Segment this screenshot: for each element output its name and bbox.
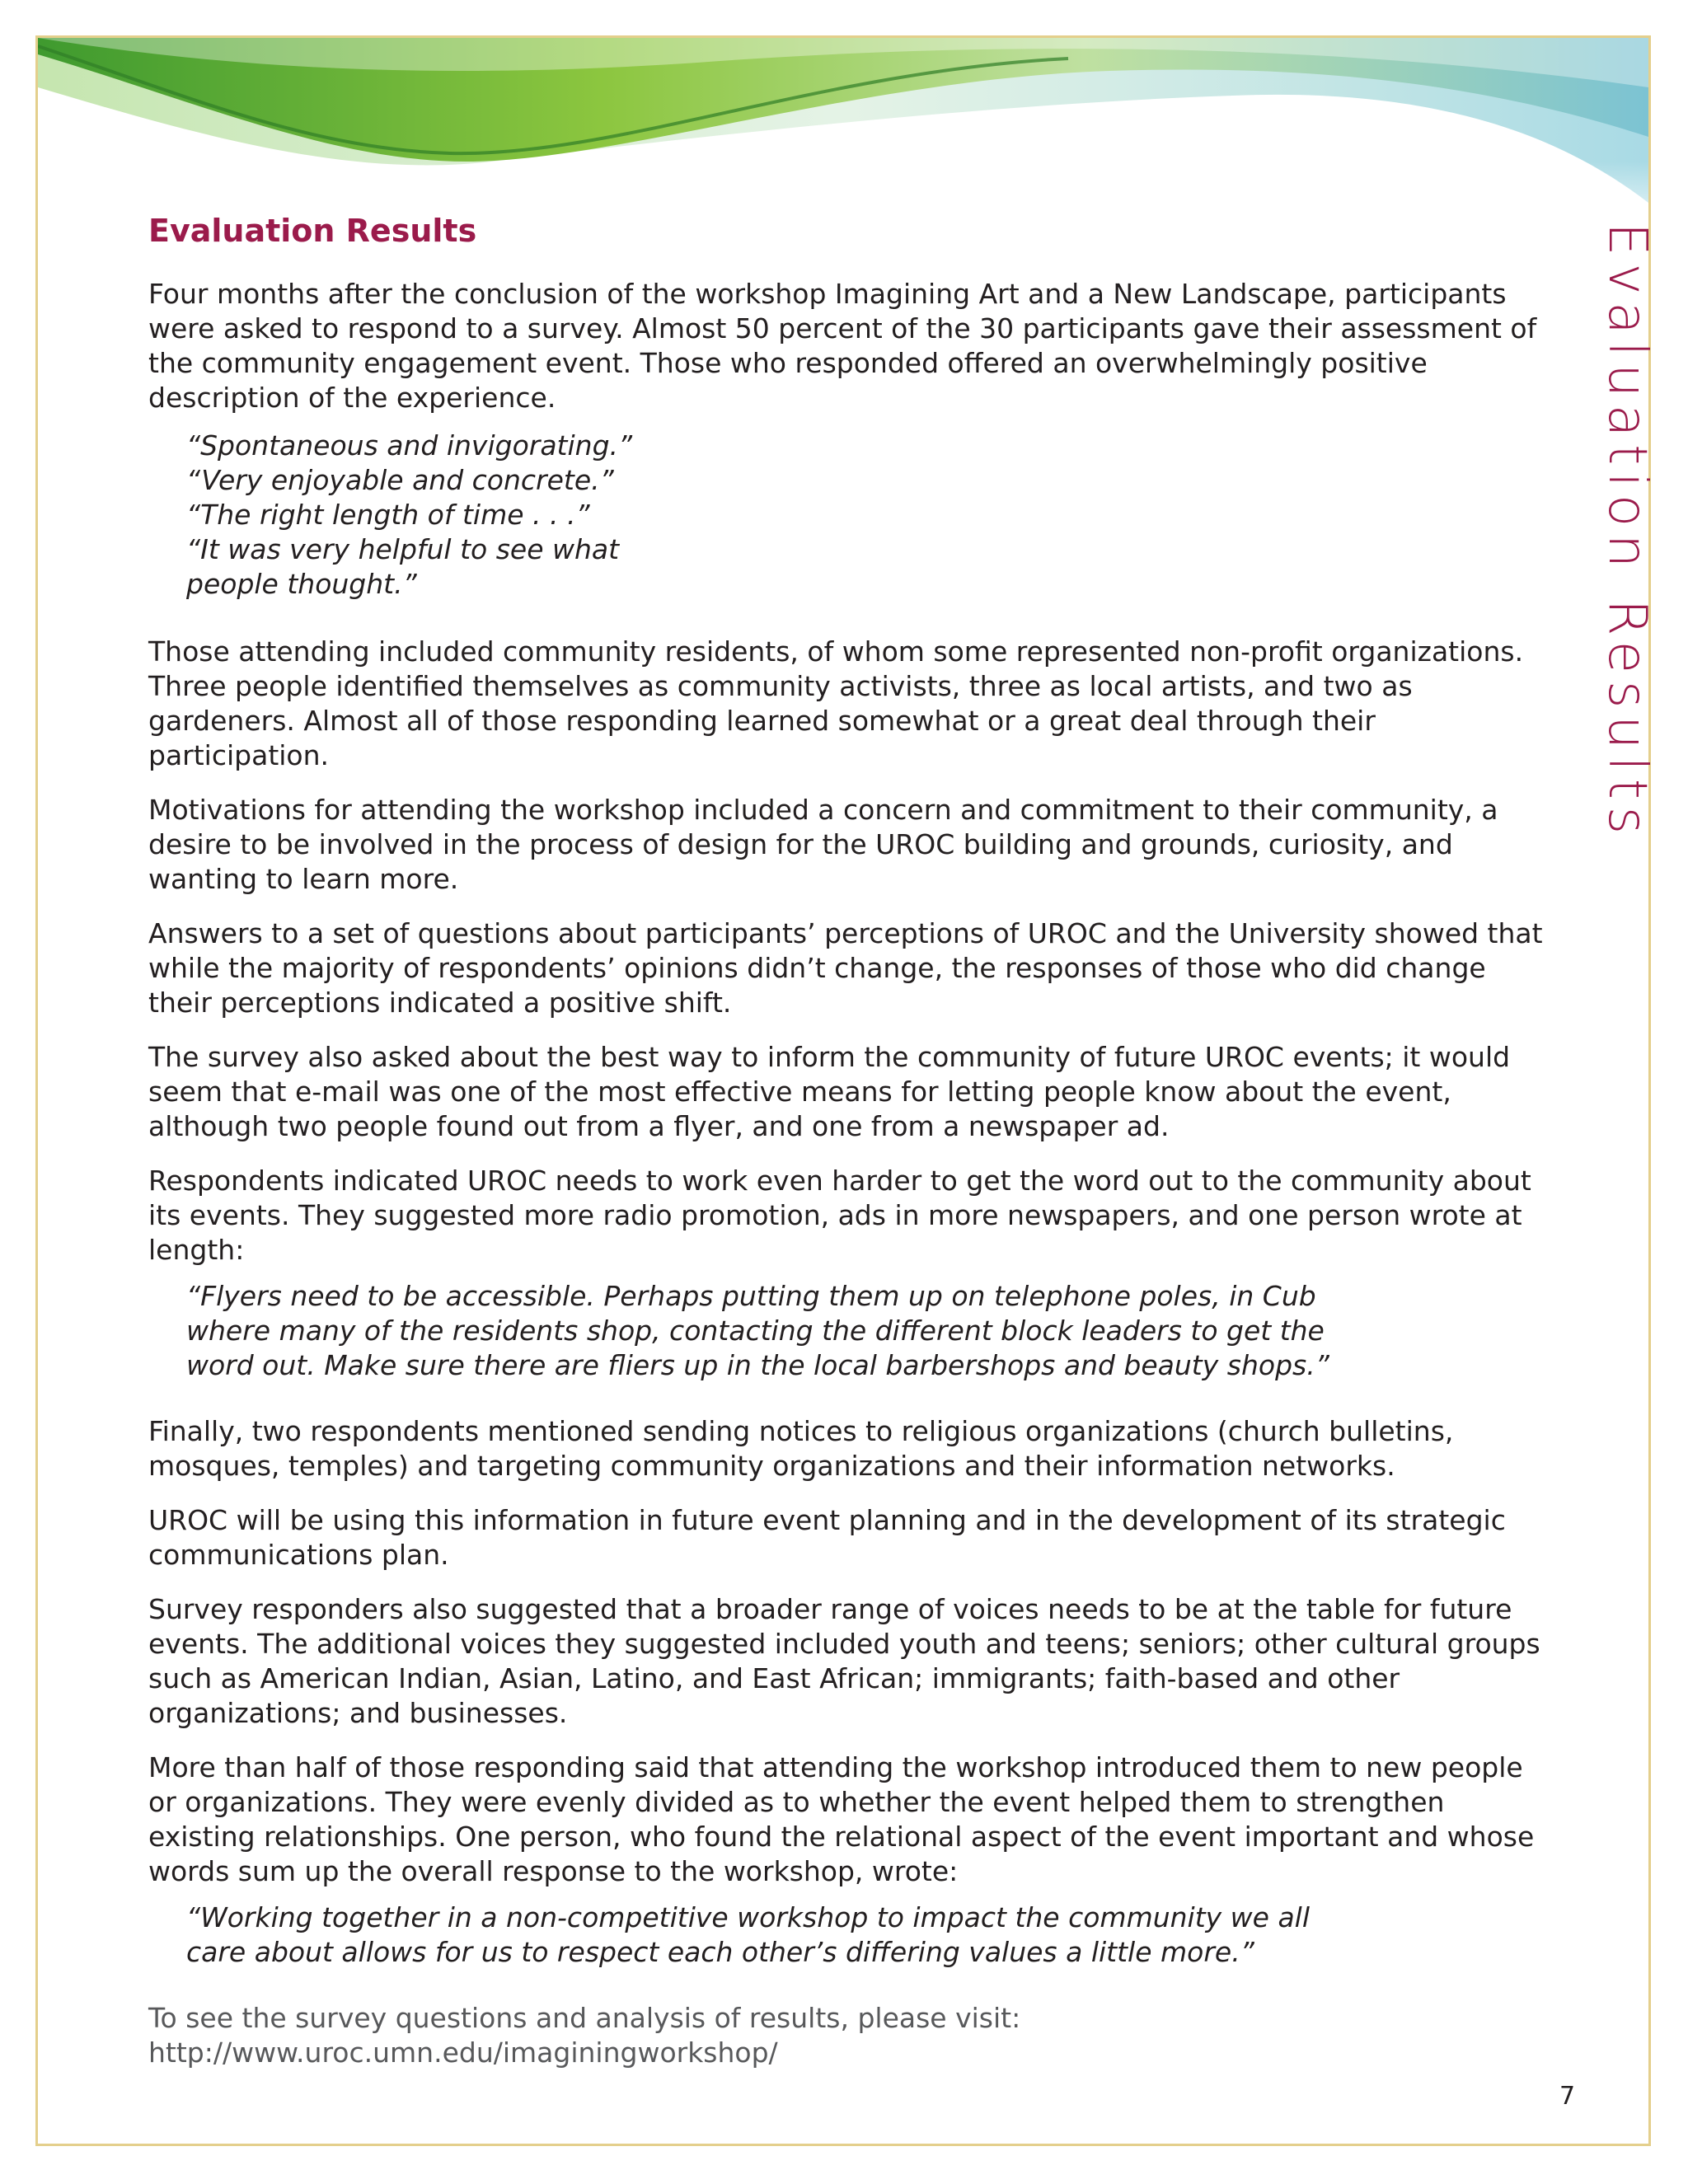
- perceptions-paragraph: Answers to a set of questions about participants’ perceptions of UROC and the University showed that while the majority of respondents’ opinions didn’t change, the responses of those who did change their perceptions indicated a positive shift.: [148, 917, 1543, 1019]
- motivations-paragraph: Motivations for attending the workshop included a concern and commitment to their community, a desire to be involved in the process of design for the UROC building and grounds, curiosity, and wanting to learn more.: [148, 794, 1498, 895]
- participant-quotes: [186, 429, 648, 602]
- survey-link-url[interactable]: http://www.uroc.umn.edu/imaginingworkshop/: [148, 2036, 778, 2069]
- main-content: [148, 213, 1558, 2070]
- vertical-section-title: Evaluation Results: [1597, 223, 1658, 842]
- quote-item: “It was very helpful to see what people thought.”: [186, 533, 620, 600]
- survey-link-text: To see the survey questions and analysis of results, please visit:: [148, 2002, 1021, 2034]
- intro-paragraph: Four months after the conclusion of the workshop Imagining Art and a New Landscape, participants were asked to respond to a survey. Almost 50 percent of the 30 participants gave their assessment of the community engagement event. Those who responded offered an overwhelmingly positive description of the experience.: [148, 278, 1537, 414]
- religious-orgs-paragraph: Finally, two respondents mentioned sending notices to religious organizations (church bulletins, mosques, temples) and targeting community organizations and their information networks.: [148, 1415, 1454, 1482]
- attendees-paragraph: Those attending included community residents, of whom some represented non-profit organizations. Three people identified themselves as community activists, three as local artists, and two as gardeners. Almost all of those responding learned somewhat or a great deal through their participation.: [148, 635, 1524, 771]
- survey-link-note: [148, 2001, 1558, 2070]
- page-heading: Evaluation Results: [148, 213, 477, 249]
- communication-paragraph: The survey also asked about the best way to inform the community of future UROC events; it would seem that e-mail was one of the most effective means for letting people know about the event, although two people found out from a flyer, and one from a newspaper ad.: [148, 1041, 1511, 1142]
- planning-paragraph: UROC will be using this information in future event planning and in the development of its strategic communications plan.: [148, 1504, 1506, 1571]
- voices-paragraph: Survey responders also suggested that a broader range of voices needs to be at the table for future events. The additional voices they suggested included youth and teens; seniors; other cultural groups such as American Indian, Asian, Latino, and East African; immigrants; faith-based and other organizations; and businesses.: [148, 1593, 1540, 1729]
- quote-item: “Very enjoyable and concrete.”: [186, 464, 614, 496]
- flyers-quote: “Flyers need to be accessible. Perhaps putting them up on telephone poles, in Cub where many of the residents shop, contacting the different block leaders to get the word out. Make sure there are fliers up in the local barbershops and beauty shops.”: [186, 1280, 1329, 1381]
- quote-item: “The right length of time . . .”: [186, 499, 590, 531]
- closing-quote: “Working together in a non-competitive workshop to impact the community we all care about allows for us to respect each other’s differing values a little more.”: [186, 1901, 1311, 1968]
- page-number: 7: [1559, 2082, 1576, 2111]
- quote-item: “Spontaneous and invigorating.”: [186, 429, 633, 462]
- relationships-paragraph: More than half of those responding said that attending the workshop introduced them to new people or organizations. They were evenly divided as to whether the event helped them to strengthen existing relationships. One person, who found the relational aspect of the event important and whose words sum up the overall response to the workshop, wrote:: [148, 1751, 1535, 1887]
- outreach-paragraph: Respondents indicated UROC needs to work even harder to get the word out to the community about its events. They suggested more radio promotion, ads in more newspapers, and one person wrote at length:: [148, 1165, 1531, 1266]
- decorative-wave-banner: [38, 38, 1648, 227]
